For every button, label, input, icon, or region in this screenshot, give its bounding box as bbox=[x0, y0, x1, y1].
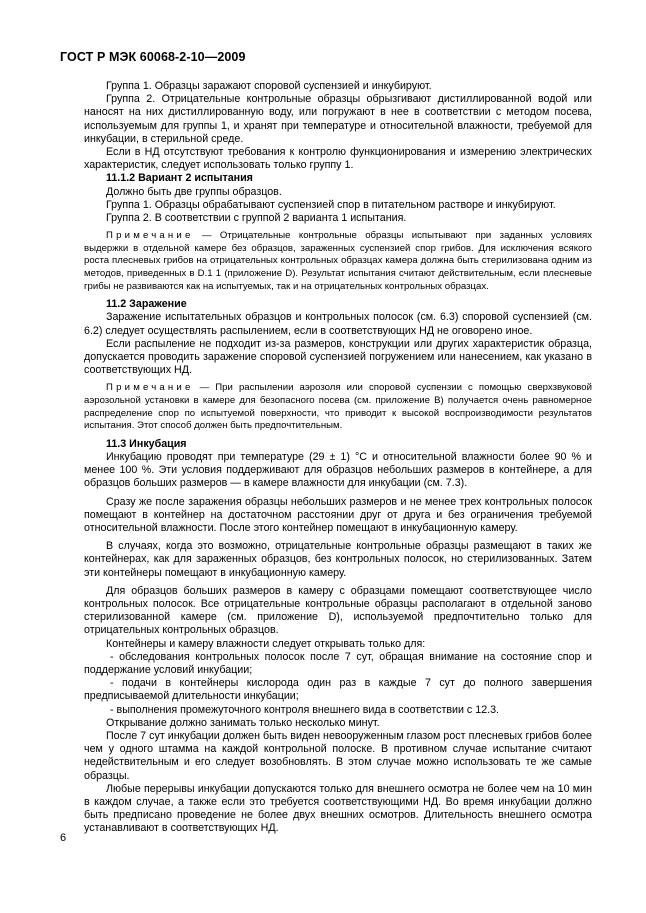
list-item: - подачи в контейнеры кислорода один раз в каждые 7 сут до полного завершения предписываемой длительности инкубации; bbox=[84, 677, 592, 703]
paragraph: Сразу же после заражения образцы небольших размеров и не менее трех контрольных полосок помещают в контейнер на достаточном расстоянии друг от друга и без ограничения требуемой относительной влажности. После этого контейнер помещают в инкубационную камеру. bbox=[84, 495, 592, 535]
paragraph: Любые перерывы инкубации допускаются только для внешнего осмотра не более чем на 10 мин в каждом случае, а также если это требуется соответствующими НД. Во время инкубации должно быть предписано проведение не более двух внешних осмотров. Длительность внешнего осмотра устанавливают в соответствующих НД. bbox=[84, 782, 592, 835]
paragraph: Заражение испытательных образцов и контрольных полосок (см. 6.3) споровой суспензией (см. 6.2) следует осуществлять распылением, если в соответствующих НД не оговорено иное. bbox=[84, 311, 592, 337]
paragraph: Если распыление не подходит из-за размеров, конструкции или других характеристик образца, допускается проводить заражение споровой суспензией погружением или нанесением, как указано в соответствующих НД. bbox=[84, 337, 592, 377]
note-label: Примечание bbox=[106, 230, 194, 242]
section-heading: 11.2 Заражение bbox=[106, 298, 187, 311]
note-text: — Отрицательные контрольные образцы испытывают при заданных условиях выдержки в отдельной камере без образцов, зараженных суспензией спор грибов. Для исключения всякого роста плесневых грибов на отрицательных контрольных образцах камера должна быть стерилизована одним из методов, приведенных в D.1 1 (приложение D). Результат испытания считают действительным, если плесневые грибы не развиваются как на испытуемых, так и на отрицательных контрольных образцах. bbox=[84, 230, 592, 292]
note-label: Примечание bbox=[106, 382, 194, 394]
paragraph: Группа 2. В соответствии с группой 2 варианта 1 испытания. bbox=[106, 212, 407, 225]
paragraph: Открывание должно занимать только несколько минут. bbox=[106, 716, 380, 729]
paragraph: В случаях, когда это возможно, отрицательные контрольные образцы размещают в таких же контейнерах, как для зараженных образцов, без контрольных полосок, но стерилизованных. Затем эти контейнеры помещают в инкубационную камеру. bbox=[84, 540, 592, 579]
paragraph: Контейнеры и камеру влажности следует открывать только для: bbox=[106, 637, 426, 650]
list-item: - обследования контрольных полосок после 7 сут, обращая внимание на состояние спор и поддержание условий инкубации; bbox=[84, 650, 592, 677]
paragraph: Должно быть две группы образцов. bbox=[106, 185, 282, 198]
page-number: 6 bbox=[60, 832, 67, 844]
paragraph: Если в НД отсутствуют требования к контролю функционирования и измерению электрических характеристик, следует использовать только группу 1. bbox=[84, 146, 592, 172]
paragraph: Группа 1. Образцы обрабатывают суспензией спор в питательном растворе и инкубируют. bbox=[106, 198, 556, 211]
paragraph: Для образцов больших размеров в камеру с образцами помещают соответствующее число контрольных полосок. Все отрицательные контрольные образцы располагают в отдельной заново стерилизованной камере (см. приложение D), используемой предпочтительно только для отрицательных контрольных образцов. bbox=[84, 584, 592, 637]
note-paragraph bbox=[84, 230, 592, 293]
document-header: ГОСТ Р МЭК 60068-2-10—2009 bbox=[60, 50, 246, 64]
paragraph: Инкубацию проводят при температуре (29 ± 1) °С и относительной влажности более 90 % и менее 100 %. Эти условия поддерживают для образцов небольших размеров в контейнере, а для образцов больших размеров — в камере влажности для инкубации (см. 7.3). bbox=[84, 451, 592, 490]
paragraph: Группа 2. Отрицательные контрольные образцы обрызгивают дистиллированной водой или наносят на них дистиллированную воду, или погружают в нее в соответствии с методом посева, используемым для группы 1, и хранят при температуре и относительной влажности, требуемой для инкубации, в стерильной среде. bbox=[84, 93, 592, 145]
paragraph: Группа 1. Образцы заражают споровой суспензией и инкубируют. bbox=[106, 80, 432, 92]
document-body bbox=[84, 78, 592, 836]
paragraph: После 7 сут инкубации должен быть виден невооруженным глазом рост плесневых грибов более чем у одного штамма на каждой контрольной полоске. В противном случае испытание считают недействительным и его следует возобновлять. В этом случае можно использовать те же самые образцы. bbox=[84, 730, 592, 782]
note-paragraph bbox=[84, 382, 592, 432]
list-item: - выполнения промежуточного контроля внешнего вида в соответствии с 12.3. bbox=[110, 703, 500, 716]
section-heading: 11.3 Инкубация bbox=[106, 437, 187, 450]
note-text: — При распылении аэрозоля или споровой суспензии с помощью сверхзвуковой аэрозольной установки в камере для безопасного посева (см. приложение В) получается очень равномерное распределение спор по испытуемой поверхности, что приводит к высокой воспроизводимости результатов испытания. Этот способ должен быть предпочтительным. bbox=[84, 382, 592, 432]
section-heading: 11.1.2 Вариант 2 испытания bbox=[106, 172, 253, 185]
